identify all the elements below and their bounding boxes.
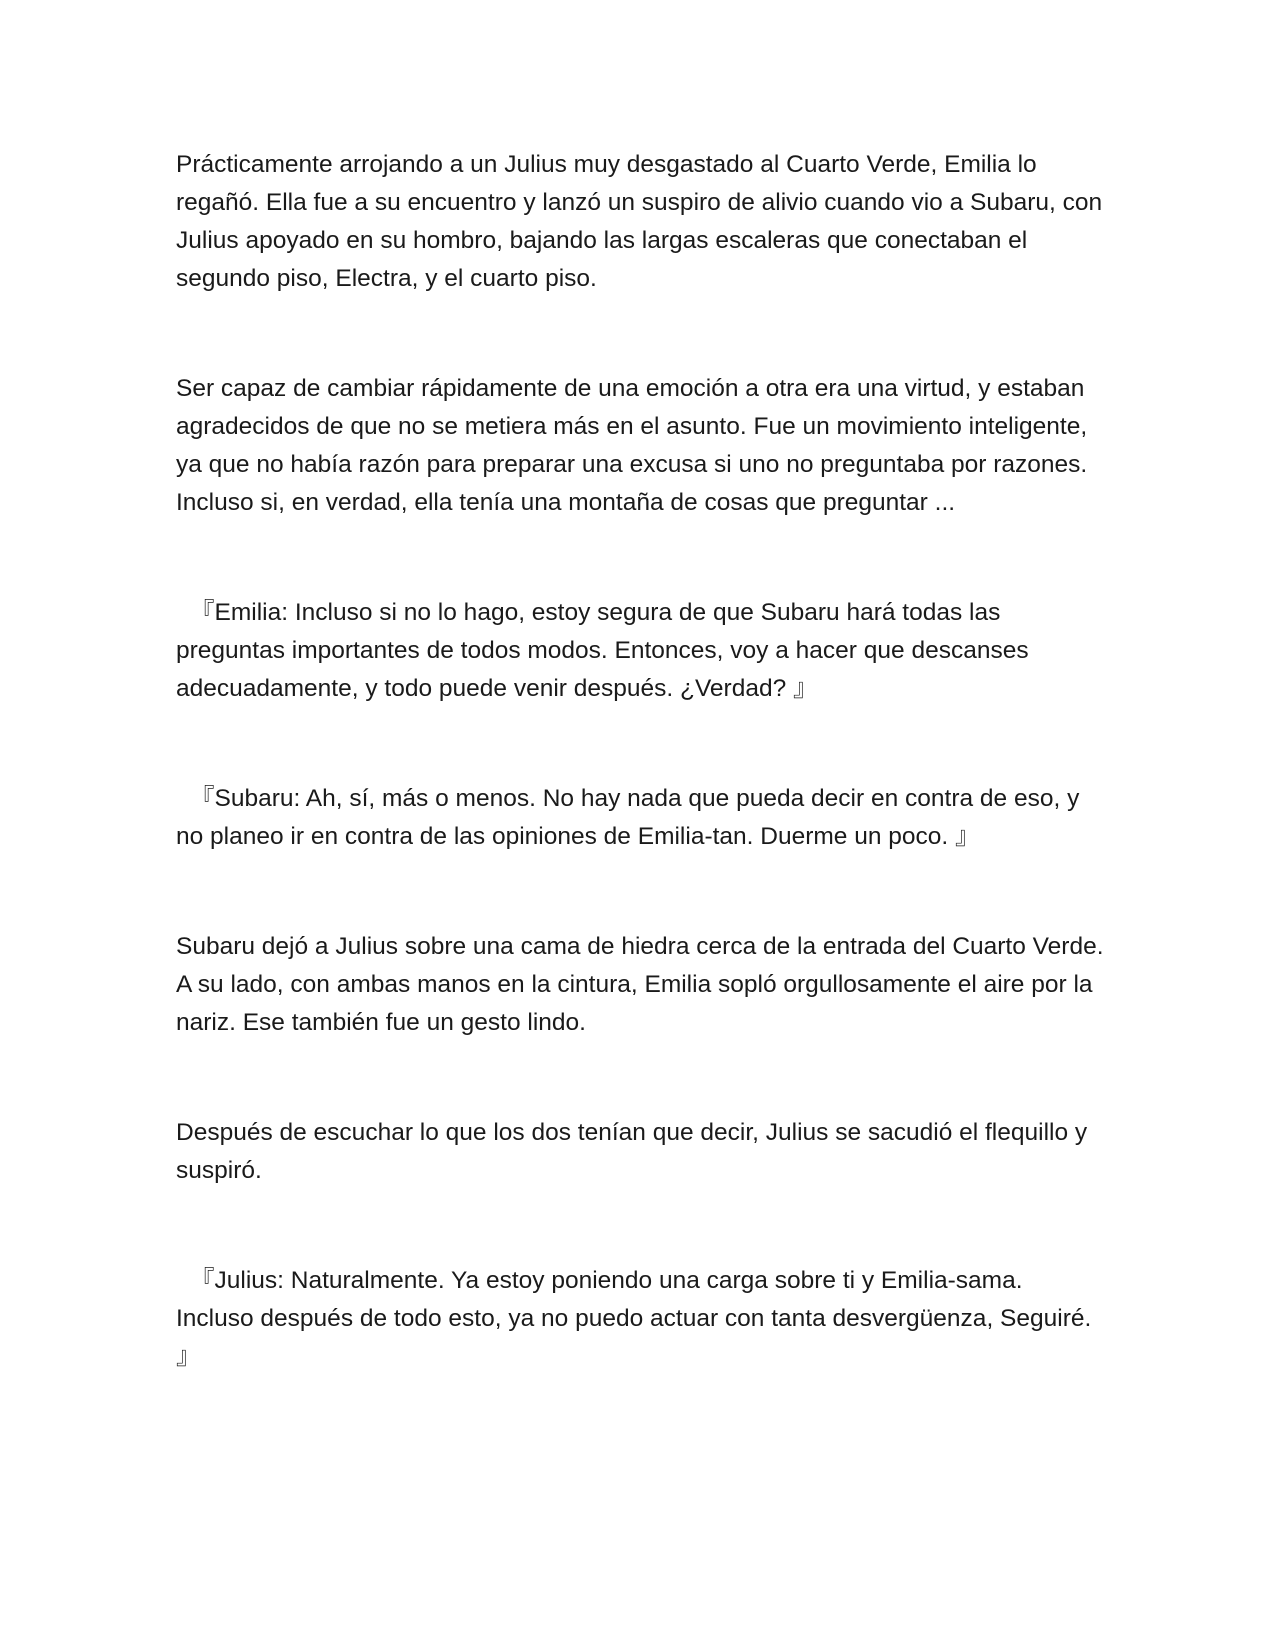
paragraph-narration: Prácticamente arrojando a un Julius muy desgastado al Cuarto Verde, Emilia lo regañó. Ella fue a su encuentro y lanzó un suspiro de alivio cuando vio a Subaru, con Julius apoyado en su hombro, bajando las largas escaleras que conectaban el segundo piso, Electra, y el cuarto piso. <box>176 151 1103 292</box>
paragraph-dialogue-subaru: 『Subaru: Ah, sí, más o menos. No hay nada que pueda decir en contra de eso, y no planeo ir en contra de las opiniones de Emilia-tan. Duerme un poco. 』 <box>176 785 1080 850</box>
document-body <box>176 146 1106 1448</box>
paragraph-narration: Subaru dejó a Julius sobre una cama de hiedra cerca de la entrada del Cuarto Verde. A su lado, con ambas manos en la cintura, Emilia sopló orgullosamente el aire por la nariz. Ese también fue un gesto lindo. <box>176 933 1104 1036</box>
paragraph-narration: Ser capaz de cambiar rápidamente de una emoción a otra era una virtud, y estaban agradecidos de que no se metiera más en el asunto. Fue un movimiento inteligente, ya que no había razón para preparar una excusa si uno no preguntaba por razones. Incluso si, en verdad, ella tenía una montaña de cosas que preguntar ... <box>176 375 1088 516</box>
paragraph-dialogue-emilia: 『Emilia: Incluso si no lo hago, estoy segura de que Subaru hará todas las preguntas importantes de todos modos. Entonces, voy a hacer que descanses adecuadamente, y todo puede venir después. ¿Verdad? 』 <box>176 599 1029 702</box>
paragraph-dialogue-julius: 『Julius: Naturalmente. Ya estoy poniendo una carga sobre ti y Emilia-sama. Incluso después de todo esto, ya no puedo actuar con tanta desvergüenza, Seguiré. 』 <box>176 1267 1092 1370</box>
paragraph-narration: Después de escuchar lo que los dos tenían que decir, Julius se sacudió el flequillo y suspiró. <box>176 1119 1088 1184</box>
